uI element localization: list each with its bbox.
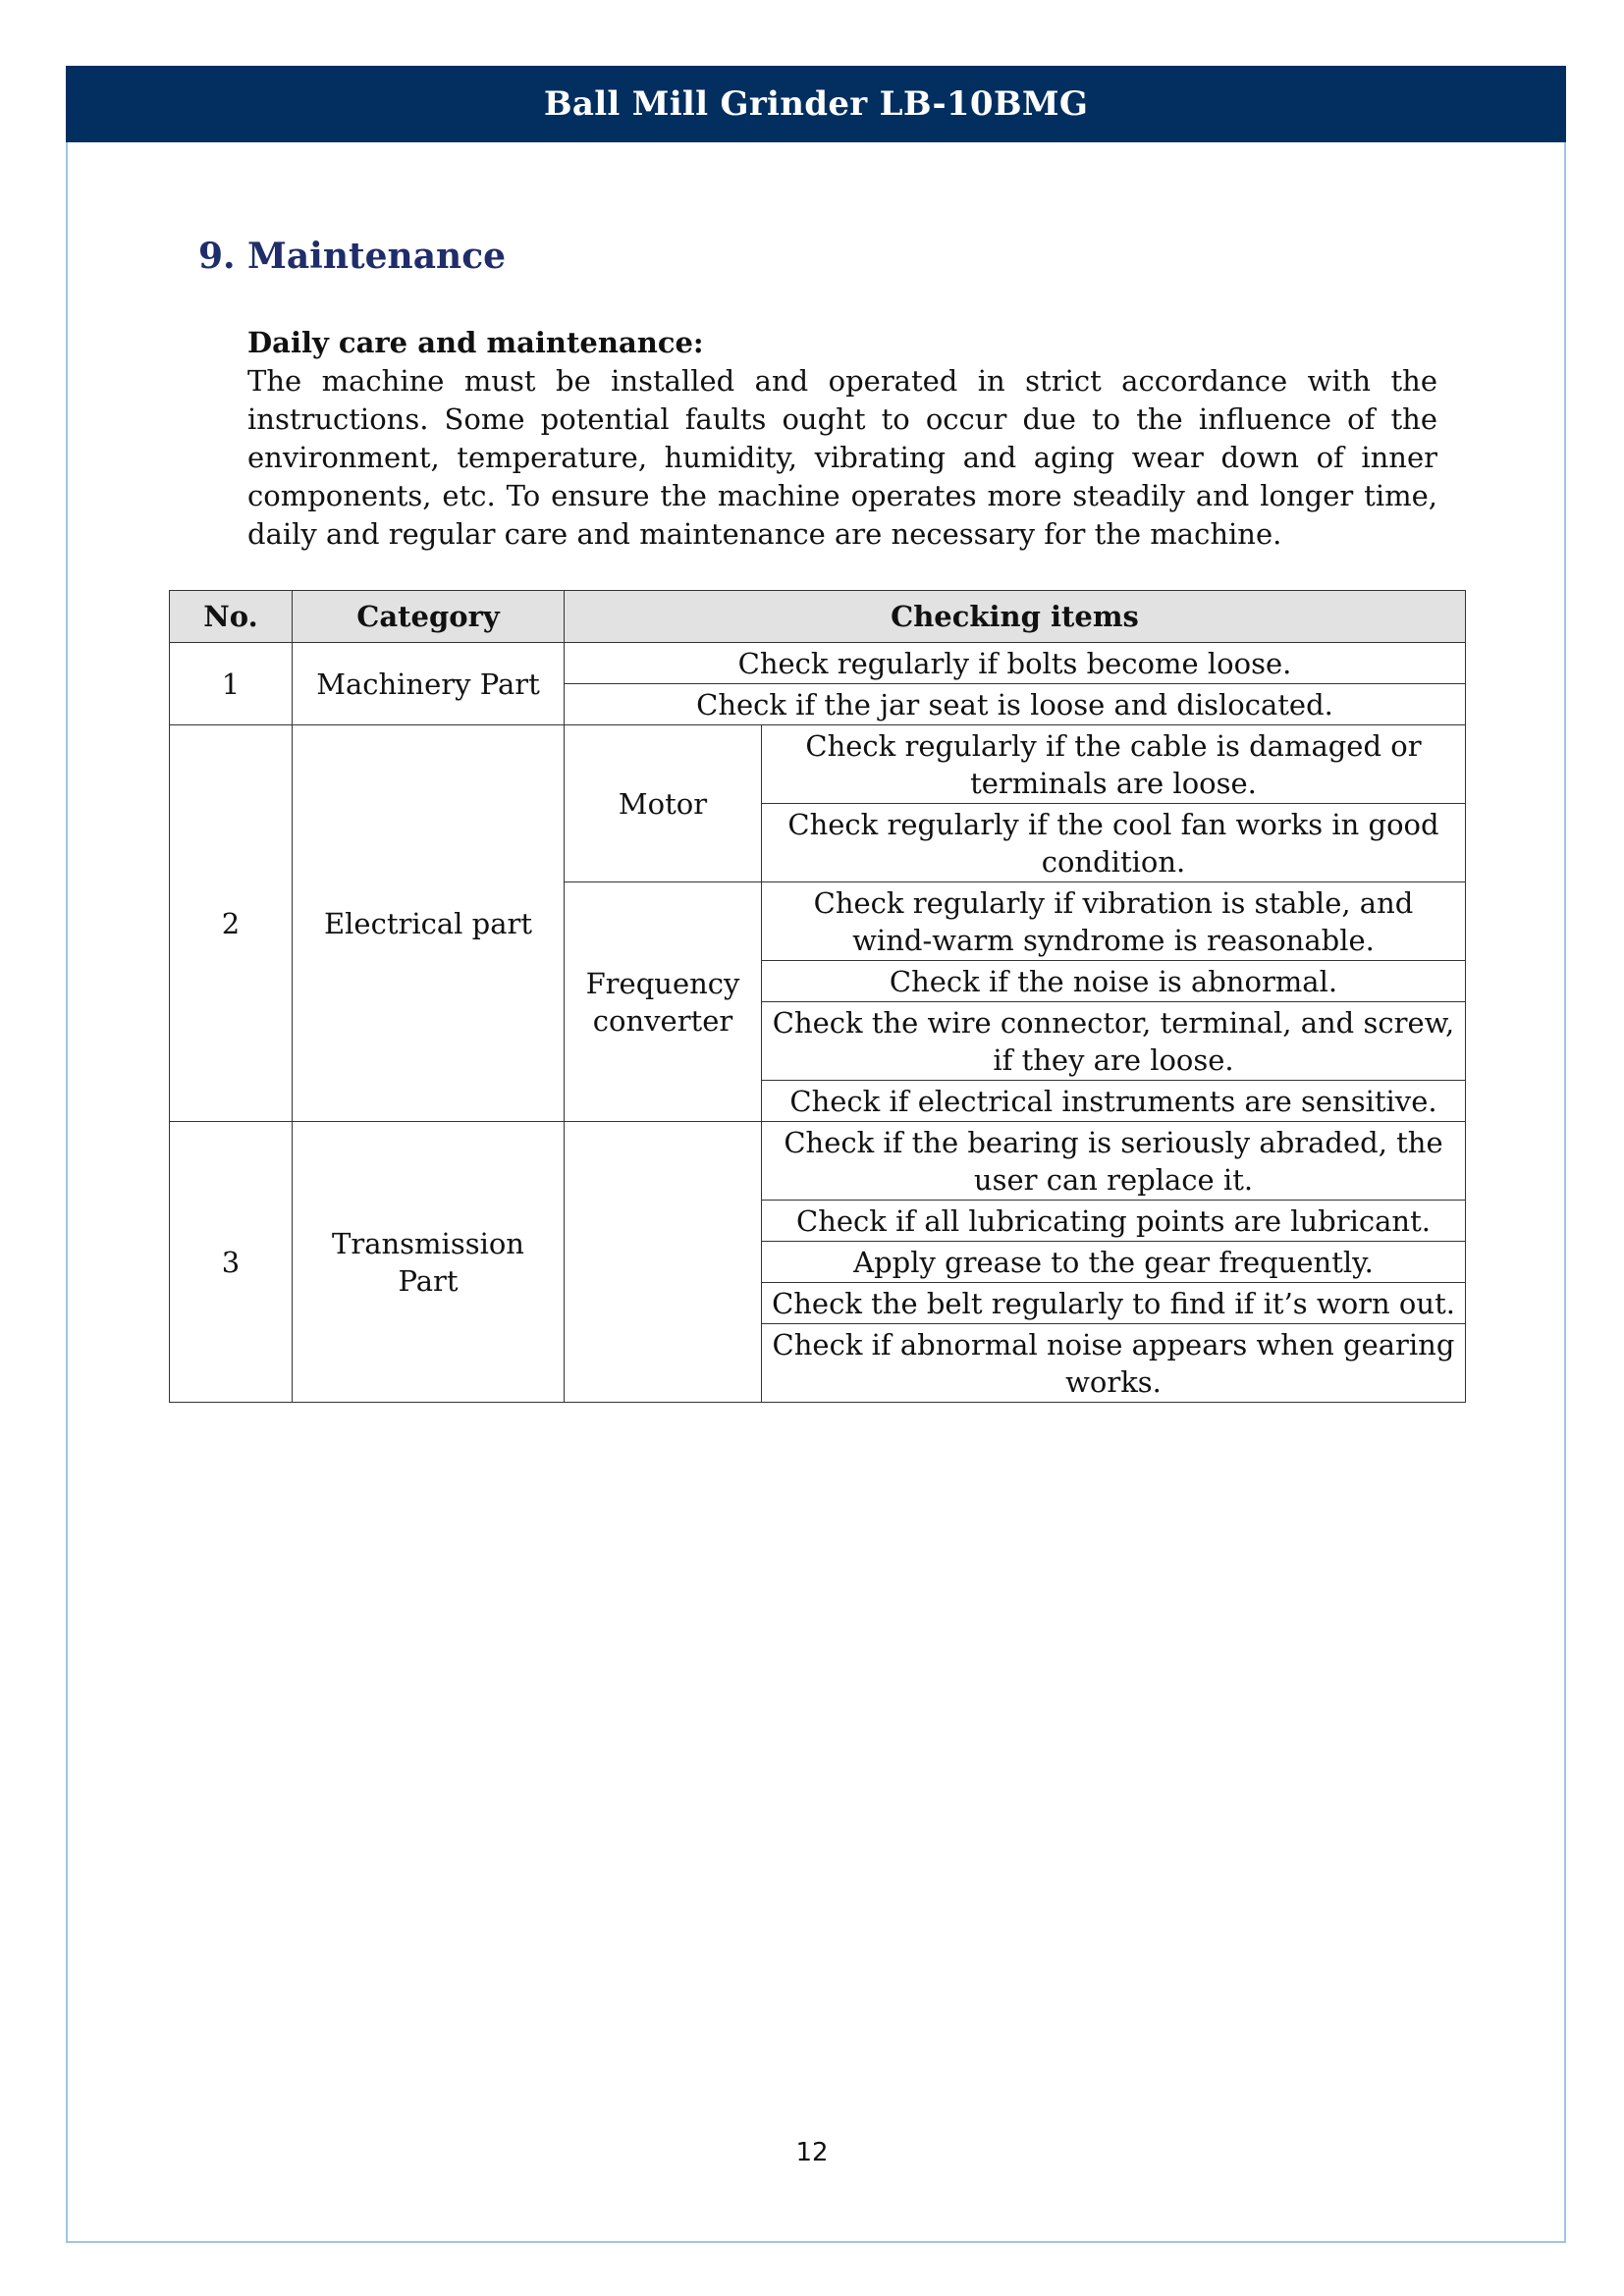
row-category: Electrical part [293, 725, 565, 1122]
table-header-row [170, 591, 1466, 643]
checking-item: Check if all lubricating points are lubricant. [762, 1201, 1466, 1242]
intro-subheading: Daily care and maintenance: [247, 326, 704, 359]
checking-item: Check if the jar seat is loose and dislocated. [565, 684, 1466, 725]
row-number: 2 [170, 725, 293, 1122]
checking-item: Check if electrical instruments are sensitive. [762, 1081, 1466, 1122]
page-number: 12 [795, 2138, 829, 2167]
table-row [170, 643, 1466, 684]
document-title: Ball Mill Grinder LB-10BMG [543, 84, 1089, 124]
checking-item: Check the wire connector, terminal, and screw, if they are loose. [762, 1002, 1466, 1081]
checking-item: Check regularly if the cool fan works in good condition. [762, 804, 1466, 882]
checking-item: Check regularly if bolts become loose. [565, 643, 1466, 684]
row-number: 1 [170, 643, 293, 725]
section-number: 9. [198, 236, 236, 277]
header-no: No. [170, 591, 293, 643]
row-number: 3 [170, 1122, 293, 1403]
header-checking-items: Checking items [565, 591, 1466, 643]
document-header [66, 66, 1566, 142]
subcategory [565, 1122, 762, 1403]
section-title: Maintenance [247, 236, 507, 277]
maintenance-table [169, 590, 1466, 1403]
header-category: Category [293, 591, 565, 643]
row-category: Machinery Part [293, 643, 565, 725]
section-heading [198, 236, 506, 277]
checking-item: Check if the noise is abnormal. [762, 961, 1466, 1002]
table-row [170, 725, 1466, 804]
subcategory: Frequency converter [565, 882, 762, 1122]
intro-paragraph: The machine must be installed and operated in strict accordance with the instructions. Some potential faults ought to occur due to the influence of the environment, temperature, humidity, vibrating and aging wear down of inner components, etc. To ensure the machine operates more steadily and longer time, daily and regular care and maintenance are necessary for the machine. [247, 364, 1437, 551]
subcategory: Motor [565, 725, 762, 882]
row-category: Transmission Part [293, 1122, 565, 1403]
checking-item: Check regularly if vibration is stable, and wind-warm syndrome is reasonable. [762, 882, 1466, 961]
checking-item: Check if abnormal noise appears when gearing works. [762, 1324, 1466, 1403]
checking-item: Check regularly if the cable is damaged or terminals are loose. [762, 725, 1466, 804]
checking-item: Apply grease to the gear frequently. [762, 1242, 1466, 1283]
intro-block [247, 324, 1437, 554]
table-row [170, 1122, 1466, 1201]
checking-item: Check if the bearing is seriously abraded, the user can replace it. [762, 1122, 1466, 1201]
checking-item: Check the belt regularly to find if it’s worn out. [762, 1283, 1466, 1324]
